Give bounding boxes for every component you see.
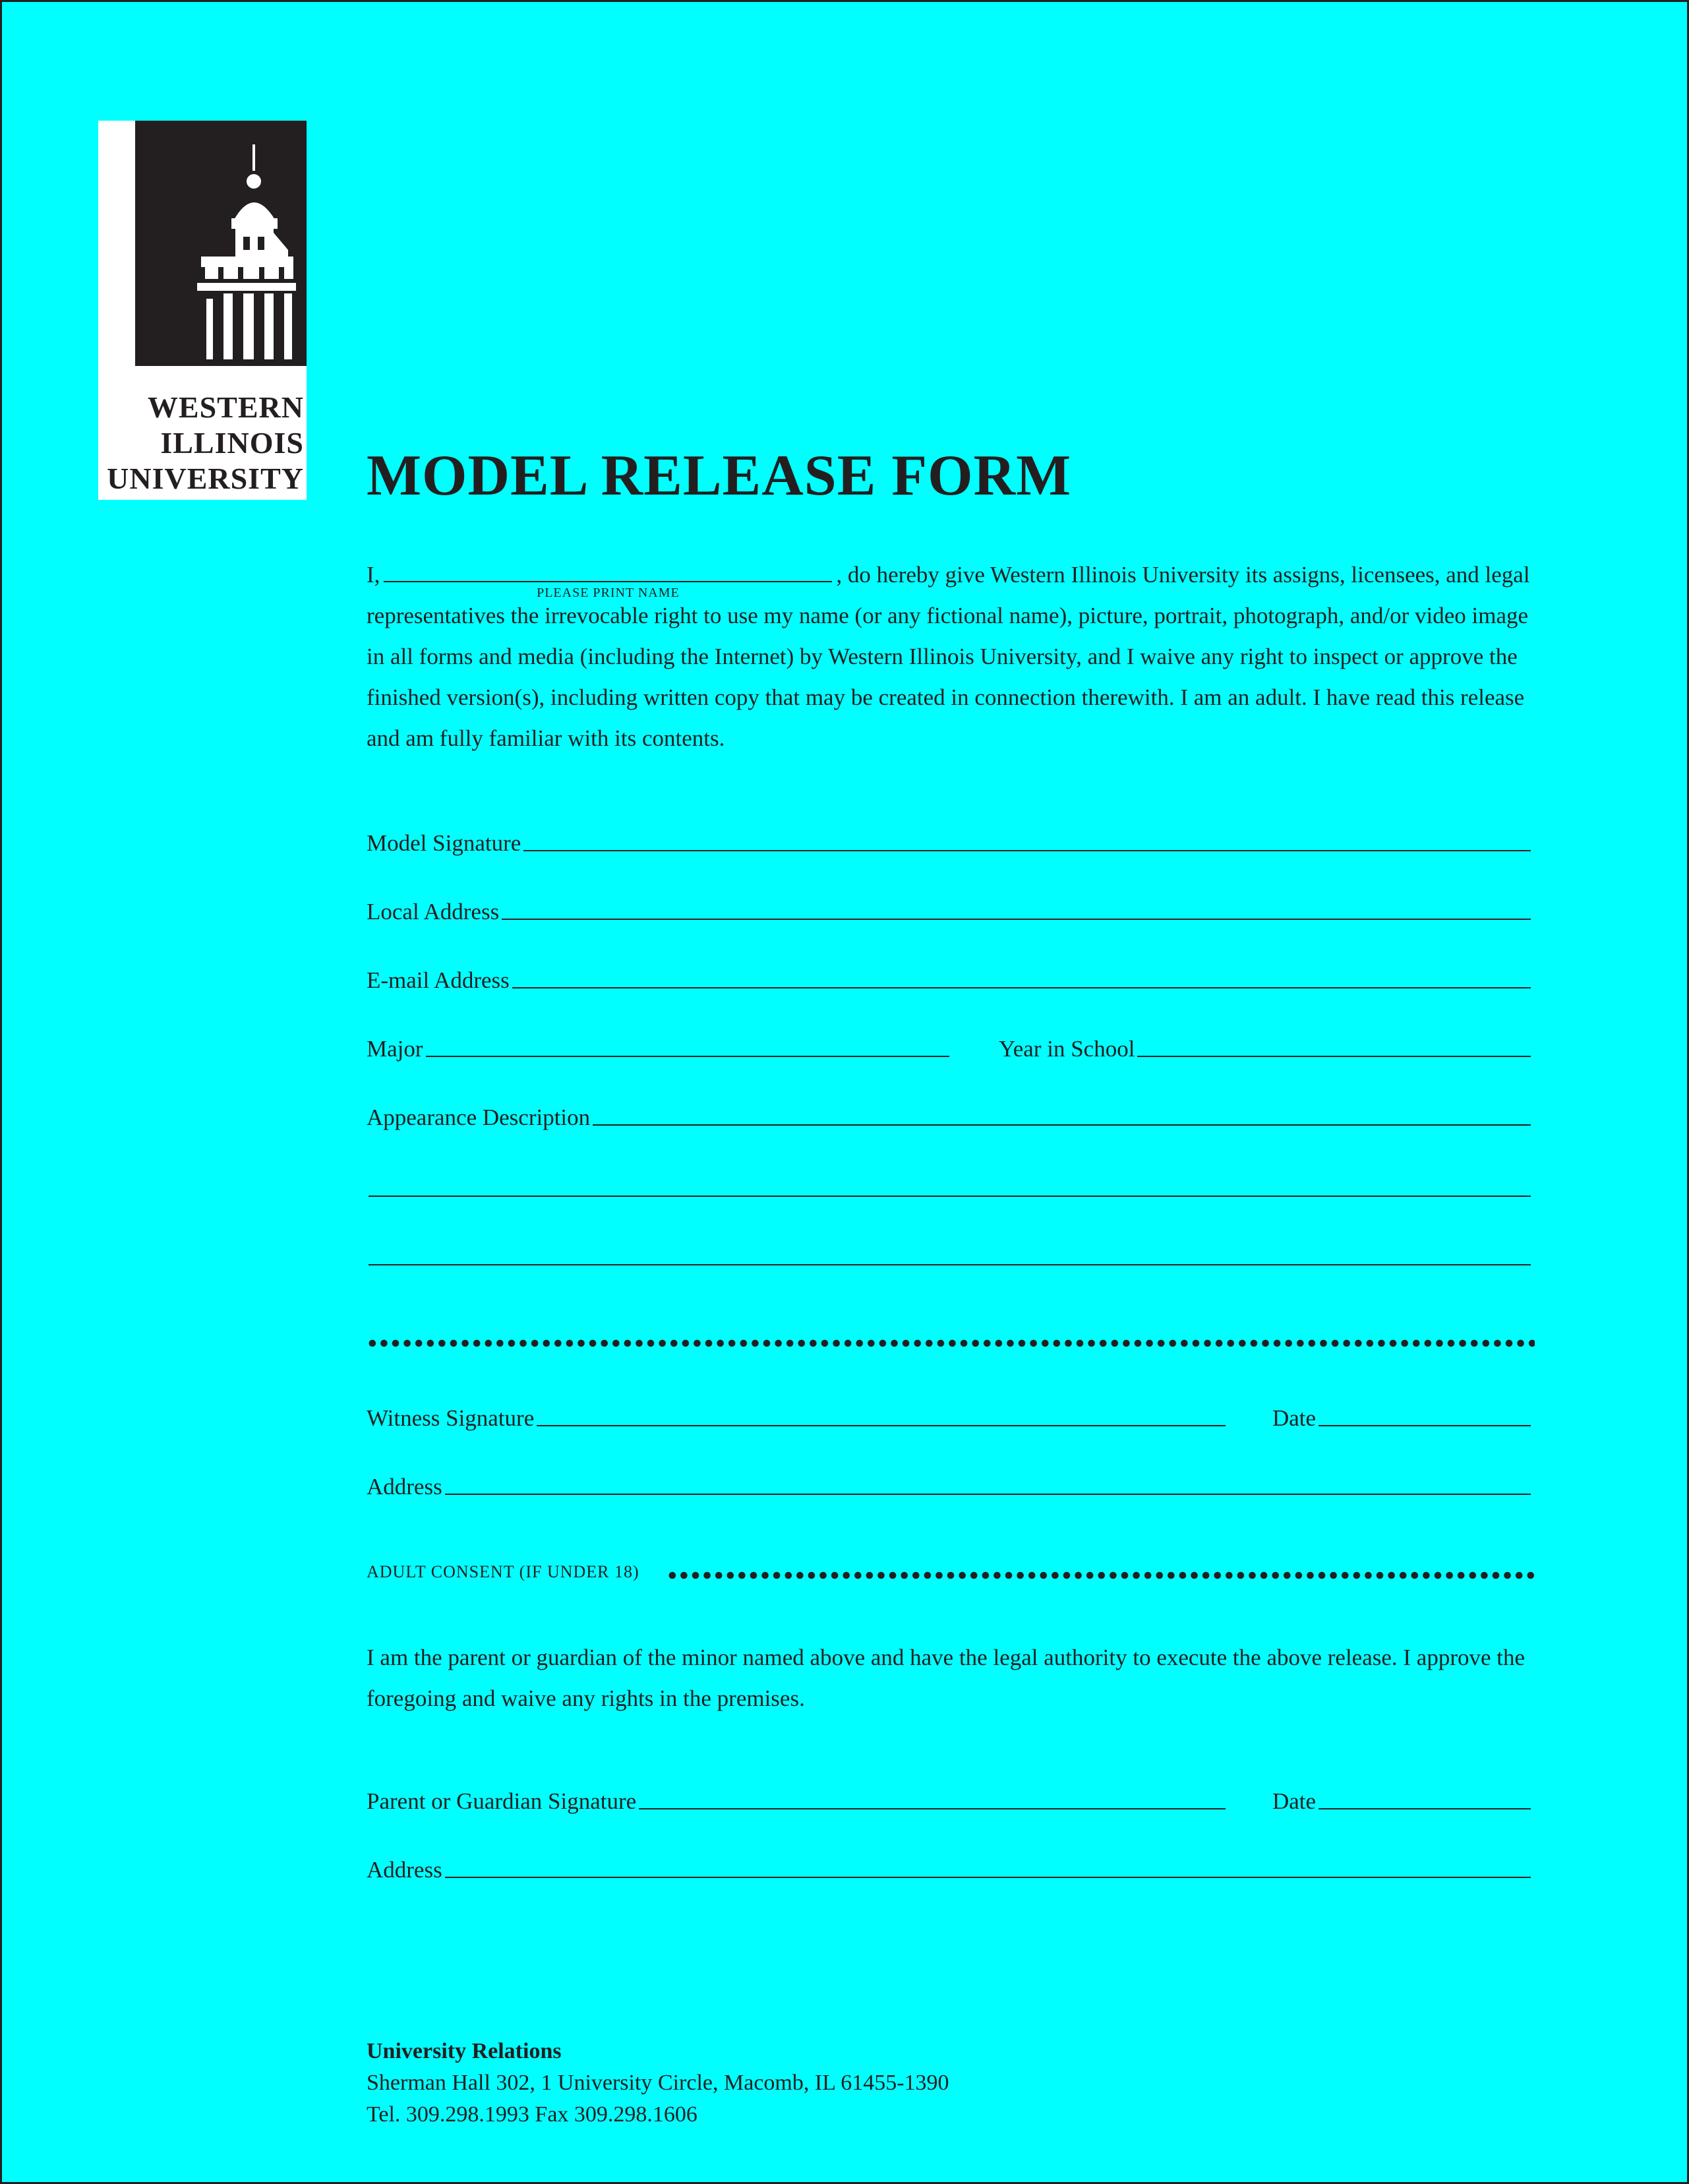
dotted-separator bbox=[367, 1339, 1535, 1347]
footer-address: Sherman Hall 302, 1 University Circle, Macomb, IL 61455-1390 bbox=[367, 2071, 949, 2095]
parent-date-label: Date bbox=[1272, 1788, 1317, 1814]
witness-date-line[interactable] bbox=[1319, 1425, 1531, 1426]
consent-dotted-separator bbox=[667, 1571, 1535, 1579]
model-signature-label: Model Signature bbox=[367, 830, 521, 856]
parent-address-line[interactable] bbox=[445, 1877, 1531, 1878]
contact-footer bbox=[367, 2036, 949, 2131]
email-address-label: E-mail Address bbox=[367, 967, 510, 993]
witness-signature-label: Witness Signature bbox=[367, 1405, 535, 1431]
intro-prefix: I, bbox=[367, 562, 380, 588]
print-name-caption: PLEASE PRINT NAME bbox=[537, 586, 680, 600]
print-name-field[interactable] bbox=[384, 559, 832, 600]
witness-address-field[interactable] bbox=[367, 1474, 1531, 1500]
consent-statement: I am the parent or guardian of the minor named above and have the legal authority to execute the above release. I approve the foregoing and waive any rights in the premises. bbox=[367, 1645, 1526, 1711]
appearance-description-line-2[interactable] bbox=[369, 1196, 1531, 1197]
parent-address-field[interactable] bbox=[367, 1857, 1531, 1883]
witness-signature-field[interactable] bbox=[367, 1405, 1226, 1432]
university-logo bbox=[98, 121, 307, 500]
email-address-field[interactable] bbox=[367, 967, 1531, 994]
footer-phone: Tel. 309.298.1993 Fax 309.298.1606 bbox=[367, 2102, 697, 2127]
major-line[interactable] bbox=[426, 1056, 949, 1057]
parent-signature-label: Parent or Guardian Signature bbox=[367, 1788, 637, 1814]
major-field[interactable] bbox=[367, 1036, 949, 1062]
year-in-school-label: Year in School bbox=[999, 1036, 1135, 1062]
witness-signature-line[interactable] bbox=[537, 1425, 1226, 1426]
wordmark-line-university: UNIVERSITY bbox=[107, 462, 304, 495]
parent-signature-field[interactable] bbox=[367, 1788, 1226, 1815]
local-address-line[interactable] bbox=[502, 919, 1531, 920]
major-label: Major bbox=[367, 1036, 423, 1062]
witness-address-line[interactable] bbox=[445, 1494, 1531, 1495]
intro-text: , do hereby give Western Illinois University its assigns, licensees, and legal representatives the irrevocable right to use my name (or any fictional name), picture, portrait, photograph, and/or video image in all forms and media (including the Internet) by Western Illinois University, and I waive any right to inspect or approve the finished version(s), including written copy that may be created in connection therewith. I am an adult. I have read this release and am fully familiar with its contents. bbox=[367, 562, 1530, 751]
release-statement bbox=[367, 555, 1533, 759]
wordmark-line-western: WESTERN bbox=[147, 390, 304, 424]
parent-signature-line[interactable] bbox=[639, 1808, 1226, 1809]
form-title: MODEL RELEASE FORM bbox=[367, 444, 1072, 508]
parent-address-label: Address bbox=[367, 1857, 442, 1883]
appearance-description-line-3[interactable] bbox=[369, 1264, 1531, 1265]
parent-date-line[interactable] bbox=[1319, 1808, 1531, 1809]
appearance-description-field[interactable] bbox=[367, 1105, 1531, 1131]
appearance-description-line[interactable] bbox=[593, 1124, 1531, 1126]
witness-date-label: Date bbox=[1272, 1405, 1317, 1431]
wordmark-line-illinois: ILLINOIS bbox=[160, 426, 304, 460]
appearance-description-label: Appearance Description bbox=[367, 1105, 591, 1130]
model-signature-field[interactable] bbox=[367, 830, 1531, 857]
witness-address-label: Address bbox=[367, 1474, 442, 1500]
building-tower-icon bbox=[135, 121, 307, 366]
parent-date-field[interactable] bbox=[1272, 1788, 1531, 1815]
adult-consent-label: ADULT CONSENT (IF UNDER 18) bbox=[367, 1562, 639, 1581]
footer-org: University Relations bbox=[367, 2039, 562, 2063]
local-address-field[interactable] bbox=[367, 899, 1531, 925]
university-wordmark bbox=[107, 390, 304, 497]
witness-date-field[interactable] bbox=[1272, 1405, 1531, 1432]
year-in-school-field[interactable] bbox=[999, 1036, 1531, 1062]
local-address-label: Local Address bbox=[367, 899, 500, 925]
model-signature-line[interactable] bbox=[523, 850, 1531, 851]
email-address-line[interactable] bbox=[512, 987, 1531, 988]
year-in-school-line[interactable] bbox=[1137, 1056, 1531, 1057]
